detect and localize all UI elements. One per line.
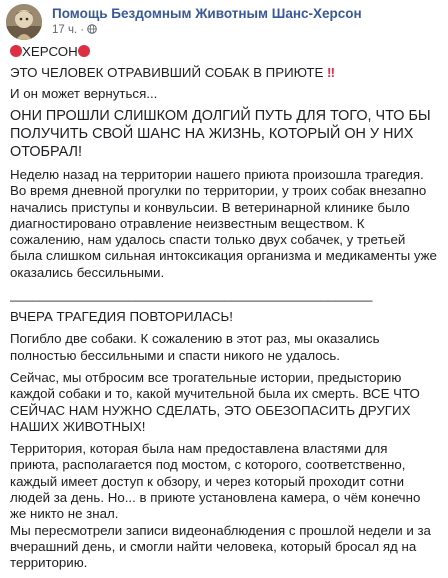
city-line bbox=[10, 44, 438, 59]
red-circle-icon bbox=[78, 45, 90, 57]
post-time-link[interactable]: 17 ч. bbox=[52, 24, 78, 36]
paragraph-deaths: Погибло две собаки. К сожалению в этот раз, мы оказались полностью бессильными и спасти никого не удалось. bbox=[10, 331, 380, 363]
headline bbox=[10, 65, 438, 80]
big-text: ОНИ ПРОШЛИ СЛИШКОМ ДОЛГИЙ ПУТЬ ДЛЯ ТОГО, ЧТО БЫ ПОЛУЧИТЬ СВОЙ ШАНС НА ЖИЗНЬ, КОТОРЫЙ ОН У НИХ ОТОБРАЛ! bbox=[10, 108, 431, 160]
double-exclamation-icon: ‼ bbox=[327, 65, 335, 80]
city-label: ХЕРСОН bbox=[22, 44, 78, 59]
separator-line: _________________________________________________ bbox=[10, 287, 373, 303]
paragraph-territory: Территория, которая была нам предоставлена властями для приюта, располагается под мостом, с которого, соответственно, каждый имеет доступ к обзору, и через который проходит сотни людей за день. Но... в приюте установлена камера, о чём конечно же никто не знал. bbox=[10, 441, 421, 522]
meta-dot: · bbox=[80, 24, 85, 36]
post-meta bbox=[52, 24, 97, 36]
yesterday-heading: ВЧЕРА ТРАГЕДИЯ ПОВТОРИЛАСЬ! bbox=[10, 309, 233, 325]
paragraph-video: Мы пересмотрели записи видеонаблюдения с прошлой недели и за вчерашний день, и смогли найти человека, который бросал яд на территорию. bbox=[10, 522, 431, 571]
paragraph-appeal: Сейчас, мы отбросим все трогательные истории, предысторию каждой собаки и то, какой мучительной была их смерть. ВСЕ ЧТО СЕЙЧАС НАМ НУЖНО СДЕЛАТЬ, ЭТО ОБЕЗОПАСИТЬ ДРУГИХ НАШИХ ЖИВОТНЫХ! bbox=[10, 369, 420, 434]
post-header bbox=[6, 4, 442, 40]
avatar[interactable] bbox=[6, 4, 42, 40]
headline-text: ЭТО ЧЕЛОВЕК ОТРАВИВШИЙ СОБАК В ПРИЮТЕ bbox=[10, 65, 324, 80]
red-circle-icon bbox=[10, 45, 22, 57]
page-name-link[interactable]: Помощь Бездомным Животным Шанс-Херсон bbox=[52, 6, 362, 21]
avatar-photo-icon bbox=[6, 4, 42, 40]
subline: И он может вернуться... bbox=[10, 86, 158, 101]
paragraph-tragedy: Неделю назад на территории нашего приюта произошла трагедия. Во время дневной прогулки по территории, у троих собак внезапно начались приступы и конвульсии. В ветеринарной клинике было диагностировано отравление неизвестным веществом. К сожалению, нам удалось спасти только двух собачек, у третьей была слишком сильная интоксикация организма и медикаменты уже оказались бессильными. bbox=[10, 167, 437, 280]
globe-icon[interactable] bbox=[87, 24, 97, 34]
post-body bbox=[10, 44, 438, 578]
